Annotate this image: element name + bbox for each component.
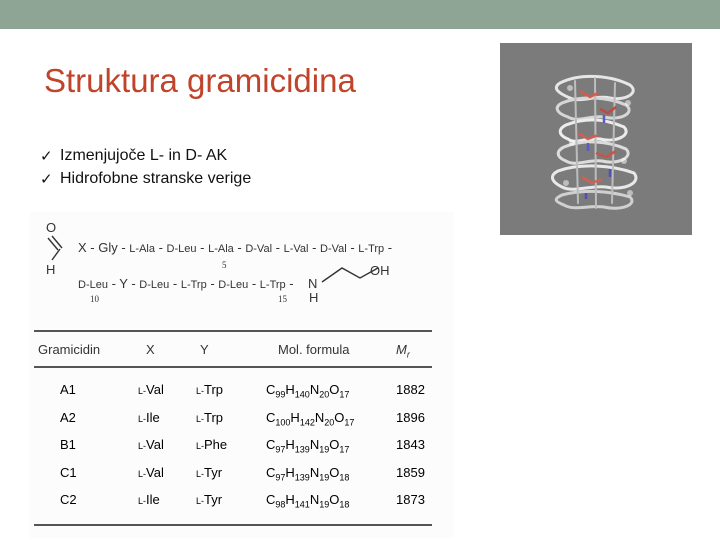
cell-name: C1 (60, 464, 77, 480)
cell-y: L-Tyr (196, 464, 223, 480)
header-rule (34, 366, 432, 368)
cell-name: A2 (60, 409, 76, 425)
hydrogen-atom: H (46, 262, 56, 277)
cell-mr: 1896 (396, 409, 425, 425)
cell-x: L-Ile (138, 409, 160, 425)
cell-mr: 1843 (396, 437, 425, 452)
cell-mr: 1859 (396, 464, 425, 480)
table-row (34, 465, 432, 489)
sequence-diagram (30, 212, 454, 322)
bullet-text: Izmenjujoče L- in D- AK (60, 146, 228, 164)
position-15: 15 (278, 294, 287, 304)
cell-formula: $C_{99}H_{140}N_{20}O_{17}$ (266, 382, 350, 400)
cell-formula: $C_{100}H_{142}N_{20}O_{17}$ (266, 409, 355, 428)
header-x: X (146, 342, 155, 357)
sequence-line-2: D-Leu - Y - D-Leu - L-Trp - D-Leu - L-Trp - (78, 276, 294, 291)
cell-y: L-Tyr (196, 492, 223, 507)
molecule-3d-image (500, 43, 692, 235)
cell-formula: $C_{98}H_{141}N_{19}O_{18}$ (266, 492, 350, 510)
bullet-text: Hidrofobne stranske verige (60, 169, 252, 187)
table-bottom-rule (34, 524, 432, 526)
amide-hydrogen: H (309, 290, 319, 305)
cell-name: B1 (60, 437, 76, 452)
check-icon: ✓ (40, 147, 53, 165)
header-bar (0, 0, 720, 29)
cell-formula: $C_{97}H_{139}N_{19}O_{18}$ (266, 464, 350, 483)
bullet-item (40, 167, 251, 190)
cell-y: L-Trp (196, 409, 224, 425)
bullet-list (40, 144, 251, 190)
cell-x: L-Val (138, 464, 164, 480)
cell-y: L-Phe (196, 437, 228, 452)
table-row (34, 437, 432, 461)
bullet-item (40, 144, 251, 167)
nitrogen-atom: N (308, 276, 318, 291)
cell-y: L-Trp (196, 382, 224, 397)
sequence-line-1: X - Gly - L-Ala - D-Leu - L-Ala - D-Val - L-Val - D-Val - L-Trp - (78, 240, 393, 255)
cell-x: L-Val (138, 382, 164, 397)
header-gramicidin: Gramicidin (38, 342, 101, 357)
cell-name: C2 (60, 492, 77, 507)
table-row (34, 492, 432, 516)
position-10: 10 (90, 294, 99, 304)
hydroxyl-group: OH (370, 263, 390, 278)
slide-title: Struktura gramicidina (44, 62, 356, 99)
header-formula: Mol. formula (278, 342, 350, 357)
cell-x: L-Val (138, 437, 164, 452)
table-top-rule (34, 330, 432, 332)
cell-mr: 1882 (396, 382, 425, 397)
position-5: 5 (222, 260, 227, 270)
header-y: Y (200, 342, 209, 357)
cell-x: L-Ile (138, 492, 160, 507)
gramicidin-figure (30, 212, 454, 538)
cell-mr: 1873 (396, 492, 425, 507)
cell-name: A1 (60, 382, 76, 397)
oxygen-atom: O (46, 220, 57, 235)
table-row (34, 410, 432, 434)
table-row (34, 382, 432, 406)
cell-formula: $C_{97}H_{139}N_{19}O_{17}$ (266, 437, 350, 455)
molecule-drawing (500, 43, 692, 235)
header-mr: $M_r$ (396, 342, 410, 360)
check-icon: ✓ (40, 170, 53, 188)
